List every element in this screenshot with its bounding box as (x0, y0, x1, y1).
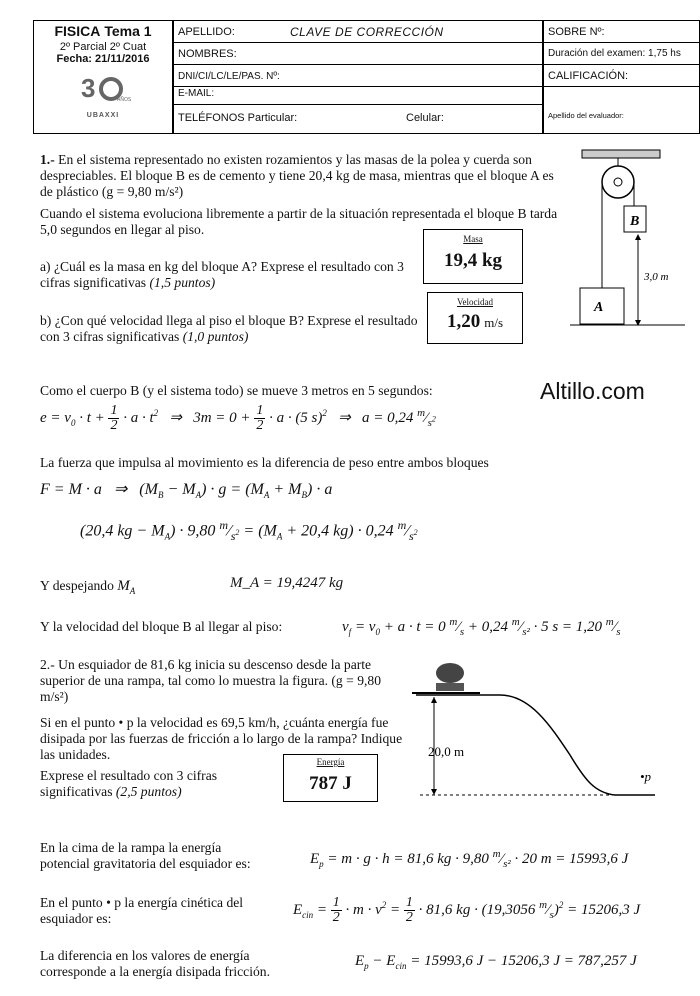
solution1-line2: La fuerza que impulsa al movimiento es la diferencia de peso entre ambos bloques (40, 455, 489, 470)
exam-name: 2º Parcial 2º Cuat (59, 41, 147, 53)
velocidad-label: Velocidad (457, 297, 493, 307)
sobre-label: SOBRE Nº: (548, 26, 605, 38)
problem2-statement: 2.- Un esquiador de 81,6 kg inicia su descenso desde la parte superior de una rampa, tal como lo muestra la figura. (g = 9,80 m/s²) (40, 657, 381, 704)
problem2-text2: Si en el punto • p la velocidad es 69,5 km/h, ¿cuánta energía fue disipada por las fuerzas de fricción a lo largo de la rampa? Indique las unidades. (40, 715, 403, 762)
pulley-diagram (560, 148, 700, 333)
problem1-text2: Cuando el sistema evoluciona libremente a partir de la situación representada el bloque B tarda 5,0 segundos en llegar al piso. (40, 206, 558, 237)
ramp-diagram (410, 655, 660, 805)
block-a-label: A (594, 300, 604, 315)
problem1-number: 1.- (40, 152, 55, 167)
nombres-label: NOMBRES: (178, 48, 237, 60)
masa-value: 19,4 kg (443, 250, 503, 271)
problem1-statement (40, 152, 560, 200)
velocidad-unit: m/s (484, 315, 504, 330)
solution1-line4: Y la velocidad del bloque B al llegar al piso: (40, 619, 283, 634)
potential-energy-equation: $E_p = m \cdot g \cdot h = 81,6$ kg · 9,80 $^m⁄_{s^2} \cdot 20$ m = 15993,6 J (310, 848, 629, 870)
solution1-line1: Como el cuerpo B (y el sistema todo) se mueve 3 metros en 5 segundos: (40, 383, 433, 398)
energia-label: Energía (316, 757, 345, 767)
solution2-line2: En el punto • p la energía cinética del esquiador es: (40, 895, 244, 926)
svg-text:3: 3 (81, 73, 96, 103)
ramp-height: 20,0 m (428, 744, 465, 759)
kinetic-energy-equation: $E_{cin}$ = $\frac{1}{2}$ · $m \cdot v^2$ = $\frac{1}{2}$ · 81,6 kg · (19,3056 $^m⁄_s)^2 = 15206,3$ J (293, 895, 641, 925)
kinematics-equation: $e = v_0 \cdot t$ + $\frac{1}{2}$ · $a \cdot t^2$ ⇒ 3m = 0 + $\frac{1}{2}$ · a · (5 s)$^2$ ⇒ a = 0,24 $^m⁄_{s^2}$ (40, 403, 436, 433)
apellido-value[interactable]: CLAVE DE CORRECCIÓN (290, 25, 444, 39)
answer-box-velocidad (427, 292, 523, 344)
force-equation: F = M · a ⇒ $(M_B - M_A) \cdot g = (M_A + M_B) \cdot a$ (40, 481, 333, 501)
point-p-label: •p (640, 769, 652, 784)
evaluador-label: Apellido del evaluador: (548, 111, 624, 120)
course-block (34, 23, 172, 119)
problem1-question-b: b) ¿Con qué velocidad llega al piso el bloque B? Exprese el resultado con 3 cifras significativas (1,0 puntos) (40, 313, 418, 344)
velocity-equation: $v_f = v_0 + a \cdot t = 0$ $^m⁄_s + 0,24$ $^m⁄_{s^2} \cdot 5$ s = 1,20 $^m⁄_s$ (342, 616, 621, 638)
masa-label: Masa (463, 234, 483, 244)
ma-result: M_A = 19,4247 kg (230, 575, 344, 591)
problem2-text3: Exprese el resultado con 3 cifras significativas (2,5 puntos) (40, 768, 218, 799)
exam-date: Fecha: 21/11/2016 (56, 53, 150, 65)
answer-box-masa (423, 229, 523, 284)
email-label: E-MAIL: (178, 88, 215, 99)
logo-text: UBAXXI (86, 112, 120, 119)
numeric-force-equation: (20,4 kg − $M_A) \cdot 9,80$ $^m⁄_{s^2} = (M_A + 20,4$ kg) · 0,24 $^m⁄_{s^2}$ (80, 518, 418, 543)
energy-difference-equation: $E_p - E_{cin} = 15993,6$ J − 15206,3 J = 787,257 J (355, 953, 637, 971)
block-b-label: B (630, 214, 640, 229)
height-label: 3,0 m (644, 271, 669, 283)
qb-points: (1,0 puntos) (182, 329, 249, 344)
celular-label: Celular: (406, 112, 444, 124)
solution2-line3: La diferencia en los valores de energía corresponde a la energía disipada fricción. (40, 948, 270, 979)
exam-header (33, 20, 700, 134)
course-name: FISICA (54, 23, 101, 39)
solution1-line3: Y despejando $M_A$ (40, 578, 136, 596)
calificacion-label: CALIFICACIÓN: (548, 70, 629, 82)
energia-value: 787 J (309, 773, 352, 794)
svg-text:AÑOS: AÑOS (117, 97, 132, 103)
course-topic: Tema 1 (104, 23, 152, 39)
telefonos-label: TELÉFONOS Particular: (178, 112, 298, 124)
qa-points: (1,5 puntos) (149, 275, 216, 290)
dni-label: DNI/CI/LC/LE/PAS. Nº: (178, 71, 280, 82)
apellido-label: APELLIDO: (178, 26, 235, 38)
watermark: Altillo.com (540, 378, 645, 404)
skier-icon (412, 663, 480, 693)
problem1-question-a: a) ¿Cuál es la masa en kg del bloque A? Exprese el resultado con 3 cifras significativas (1,5 puntos) (40, 259, 404, 290)
duracion-label: Duración del examen: 1,75 hs (548, 48, 681, 59)
problem1-text1: En el sistema representado no existen rozamientos y las masas de la polea y cuerda son despreciables. El bloque B es de cemento y tiene 20,4 kg de masa, mientras que el bloque A es de plástico (g = 9,80 m/s²) (40, 152, 554, 199)
solution2-line1: En la cima de la rampa la energía potencial gravitatoria del esquiador es: (40, 840, 251, 871)
answer-box-energia (283, 754, 378, 802)
velocidad-value: 1,20 (446, 311, 481, 332)
ubaxxi-logo (73, 71, 133, 113)
